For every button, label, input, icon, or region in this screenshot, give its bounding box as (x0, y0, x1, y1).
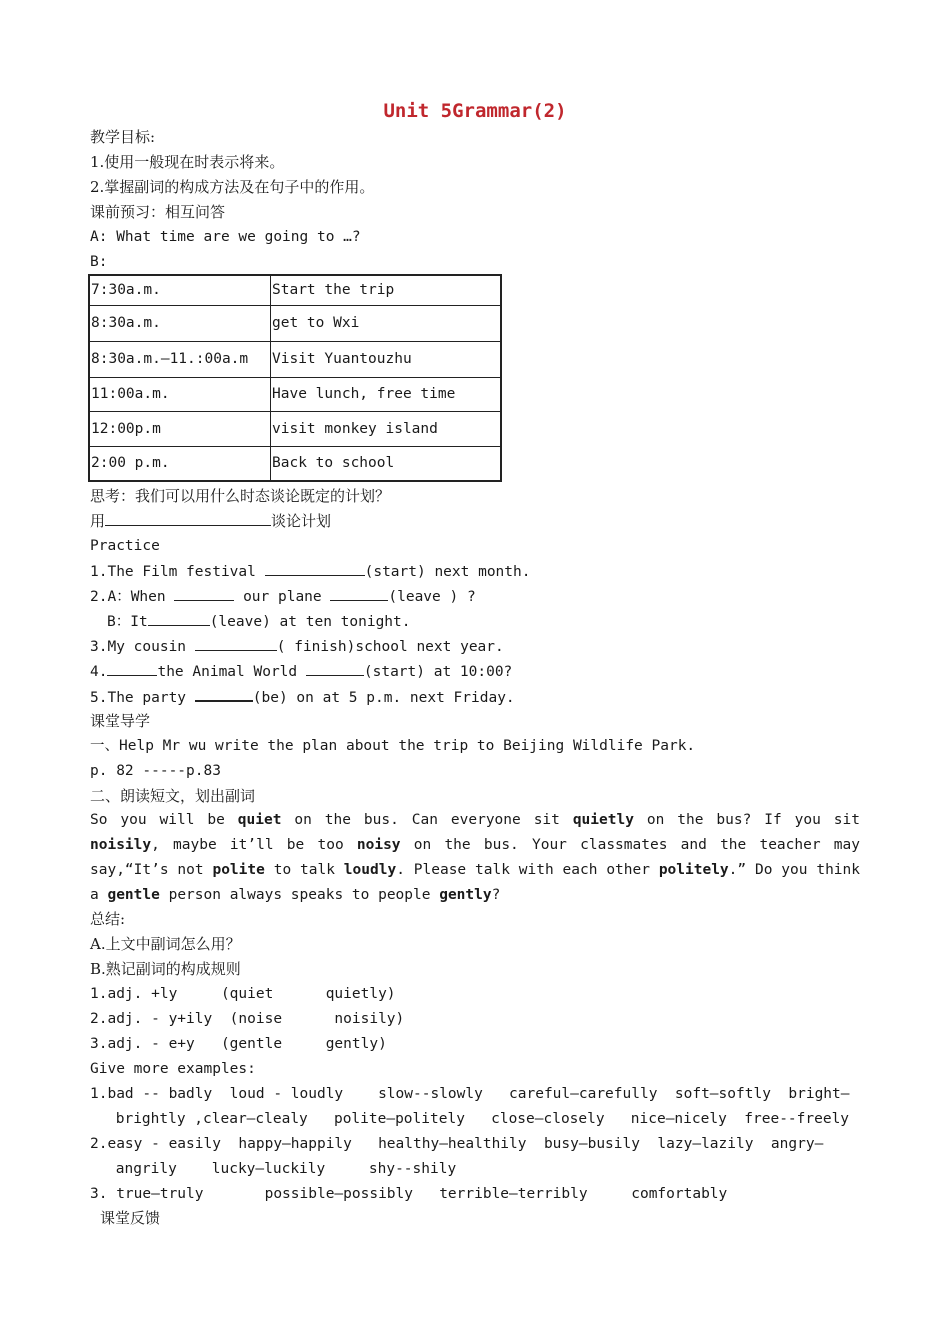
schedule-activity: get to Wxi (271, 305, 502, 341)
passage-text: So you will be (90, 812, 238, 828)
q2-reply-text: B：It (107, 614, 148, 630)
schedule-time: 8:30a.m. (89, 305, 271, 341)
examples-line-5: 3. true—truly possible—possibly terrible—terribly comfortably (90, 1186, 728, 1202)
answer-blank (195, 636, 277, 651)
schedule-activity: visit monkey island (271, 411, 502, 446)
answer-blank (330, 586, 388, 601)
q4-text-end: (start) at 10:00? (363, 664, 513, 680)
summary-b: B.熟记副词的构成规则 (90, 960, 241, 978)
examples-line-2: brightly ,clear—clealy polite—politely close—closely nice—nicely free--freely (107, 1111, 850, 1127)
practice-q5 (90, 686, 515, 708)
schedule-time: 2:00 p.m. (89, 446, 271, 481)
q4-text: 4. (90, 664, 108, 680)
dialog-question: A: What time are we going to …? (90, 229, 361, 245)
use-tense-line (90, 511, 331, 531)
q5-text: 5.The party (90, 690, 195, 706)
objective-1: 1.使用一般现在时表示将来。 (90, 153, 285, 171)
table-row (89, 275, 501, 305)
table-row (89, 341, 501, 377)
practice-q1 (90, 561, 530, 582)
reading-passage (90, 808, 860, 908)
q2-text: 2.A：When (90, 589, 175, 605)
passage-text: to talk (264, 862, 344, 878)
q2-reply-end: (leave) at ten tonight. (209, 614, 411, 630)
schedule-activity: Back to school (271, 446, 502, 481)
q2-text-end: (leave ) ? (388, 589, 476, 605)
use-prefix: 用 (90, 512, 106, 530)
q3-text: 3.My cousin (90, 639, 195, 655)
use-suffix: 谈论计划 (271, 512, 332, 530)
schedule-table (88, 274, 502, 482)
summary-a: A.上文中副词怎么用？ (90, 935, 241, 953)
passage-text: person always speaks to people (159, 887, 440, 903)
schedule-activity: Have lunch, free time (271, 377, 502, 411)
schedule-time: 11:00a.m. (89, 377, 271, 411)
practice-q3 (90, 636, 504, 657)
passage-text: on the bus. Can everyone sit (281, 812, 573, 828)
answer-blank (265, 561, 365, 576)
q4-text-mid: the Animal World (157, 664, 306, 680)
passage-word: gentle (107, 887, 160, 903)
passage-adverb: politely (658, 862, 729, 878)
passage-word: noisy (356, 837, 401, 853)
q5-text-end: (be) on at 5 p.m. next Friday. (252, 690, 515, 706)
table-row (89, 446, 501, 481)
passage-adverb: quietly (572, 812, 634, 828)
passage-adverb: loudly (343, 862, 397, 878)
table-row (89, 305, 501, 341)
task-2: 二、朗读短文，划出副词 (90, 787, 256, 805)
rule-1: 1.adj. +ly (quiet quietly) (90, 986, 396, 1002)
examples-line-4: angrily lucky—luckily shy--shily (107, 1161, 457, 1177)
answer-blank (306, 661, 364, 676)
page-title: Unit 5Grammar(2) (383, 100, 567, 122)
practice-q2 (90, 586, 476, 607)
feedback-heading: 课堂反馈 (100, 1209, 161, 1227)
task-1-pages: p. 82 -----p.83 (90, 763, 221, 779)
examples-line-3: 2.easy - easily happy—happily healthy—healthily busy—busily lazy—lazily angry— (90, 1136, 824, 1152)
table-row (89, 377, 501, 411)
passage-word: polite (212, 862, 265, 878)
rule-3: 3.adj. - e+y (gentle gently) (90, 1036, 387, 1052)
practice-heading: Practice (90, 538, 160, 554)
objective-2: 2.掌握副词的构成方法及在句子中的作用。 (90, 178, 375, 196)
guide-heading: 课堂导学 (90, 712, 151, 730)
passage-text: ? (491, 887, 501, 903)
think-question: 思考：我们可以用什么时态谈论既定的计划？ (90, 487, 391, 505)
rule-2: 2.adj. - y+ily (noise noisily) (90, 1011, 405, 1027)
passage-text: . Please talk with each other (396, 862, 659, 878)
passage-adverb: noisily (90, 837, 152, 853)
summary-heading: 总结: (90, 910, 126, 928)
passage-word: quiet (237, 812, 282, 828)
objectives-heading: 教学目标: (90, 128, 156, 146)
examples-line-1: 1.bad -- badly loud - loudly slow--slowly careful—carefully soft—softly bright— (90, 1086, 850, 1102)
schedule-time: 8:30a.m.—11.:00a.m (89, 341, 271, 377)
passage-text: .” Do you think a (90, 862, 860, 903)
answer-blank (107, 661, 157, 676)
preview-heading: 课前预习：相互问答 (90, 203, 226, 221)
answer-blank (195, 686, 253, 702)
passage-adverb-end: y (482, 887, 492, 903)
task-1: 一、Help Mr wu write the plan about the trip to Beijing Wildlife Park. (90, 738, 696, 754)
answer-blank (148, 611, 210, 626)
passage-text: on the bus. Your classmates and the teacher may say,“It’s not (90, 837, 860, 878)
answer-blank (174, 586, 234, 601)
passage-text: , maybe it’ll be too (151, 837, 357, 853)
passage-adverb: gentl (439, 887, 483, 903)
schedule-activity: Start the trip (271, 275, 502, 305)
q2-text-mid: our plane (234, 589, 331, 605)
q1-text: 1.The Film festival (90, 564, 265, 580)
schedule-activity: Visit Yuantouzhu (271, 341, 502, 377)
examples-heading: Give more examples: (90, 1061, 256, 1077)
q3-text-end: ( finish)school next year. (276, 639, 504, 655)
practice-q4 (90, 661, 512, 682)
passage-text: on the bus? If you sit (633, 812, 860, 828)
schedule-time: 12:00p.m (89, 411, 271, 446)
schedule-time: 7:30a.m. (89, 275, 271, 305)
table-row (89, 411, 501, 446)
practice-q2-reply (107, 611, 411, 632)
answer-blank (105, 511, 271, 526)
dialog-answer-label: B: (90, 254, 108, 270)
q1-text-end: (start) next month. (364, 564, 531, 580)
